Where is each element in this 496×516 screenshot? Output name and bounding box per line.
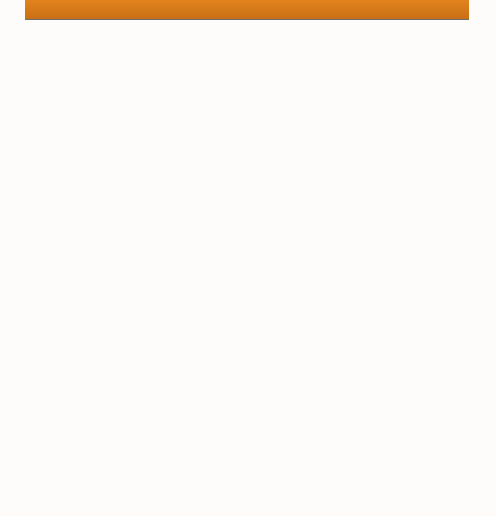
date-banner bbox=[25, 0, 469, 20]
